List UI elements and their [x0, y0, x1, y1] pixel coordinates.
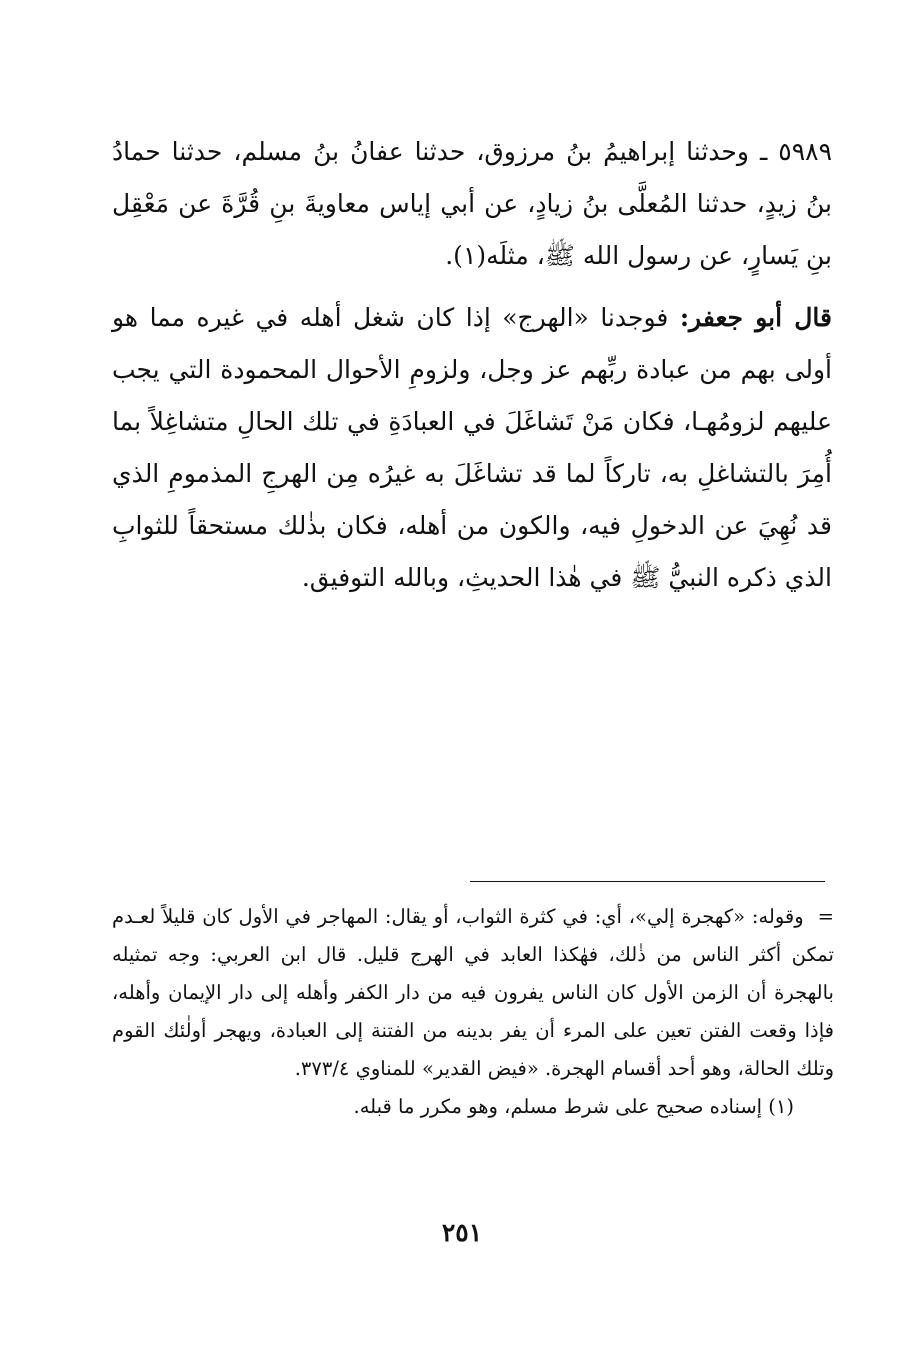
footnotes [112, 898, 834, 1126]
hadith-text: ٥٩٨٩ ـ وحدثنا إبراهيمُ بنُ مرزوق، حدثنا عفانُ بنُ مسلم، حدثنا حمادُ بنُ زيدٍ، حدثنا المُعلَّى بنُ زيادٍ، عن أبي إياس معاويةَ بنِ قُرَّةَ عن مَعْقِل بنِ يَسارٍ، عن رسول الله ﷺ، مثلَه(١). [112, 137, 832, 270]
commentary-text: فوجدنا «الهرج» إذا كان شغل أهله في غيره مما هو أولى بهم من عبادة ربِّهم عز وجل، ولزومِ الأحوال المحمودة التي يجب عليهم لزومُهـا، فكان مَنْ تَشاغَلَ في العبادَةِ في تلك الحالِ متشاغِلاً بما أُمِرَ بالتشاغلِ به، تاركاً لما قد تشاغَلَ به غيرُه مِن الهرجِ المذمومِ الذي قد نُهِيَ عن الدخولِ فيه، والكون من أهله، فكان بذٰلك مستحقاً للثوابِ الذي ذكره النبيُّ ﷺ في هٰذا الحديثِ، وبالله التوفيق. [112, 303, 832, 592]
commentary-paragraph [112, 292, 832, 604]
footnote-1: (١) إسناده صحيح على شرط مسلم، وهو مكرر ما قبله. [353, 1095, 794, 1118]
commentary-lead: قال أبو جعفر: [679, 303, 832, 332]
continuation-mark: = [817, 905, 834, 928]
hadith-paragraph [112, 126, 832, 282]
footnote-continuation-text: وقوله: «كهجرة إلي»، أي: في كثرة الثواب، أو يقال: المهاجر في الأول كان قليلاً لعـدم تمكن أكثر الناس من ذٰلك، فهٰكذا العابد في الهرج قليل. قال ابن العربي: وجه تمثيله بالهجرة أن الزمن الأول كان الناس يفرون فيه من دار الكفر وأهله إلى دار الإيمان وأهله، فإذا وقعت الفتن تعين على المرء أن يفر بدينه من الفتنة إلى العبادة، ويهجر أولٰئك القوم وتلك الحالة، وهو أحد أقسام الهجرة. «فيض القدير» للمناوي ٣٧٣/٤. [112, 905, 834, 1080]
main-text [112, 126, 832, 604]
footnote-continuation [112, 898, 834, 1088]
footnote-separator [470, 881, 825, 882]
page-number: ٢٥١ [441, 1218, 483, 1247]
